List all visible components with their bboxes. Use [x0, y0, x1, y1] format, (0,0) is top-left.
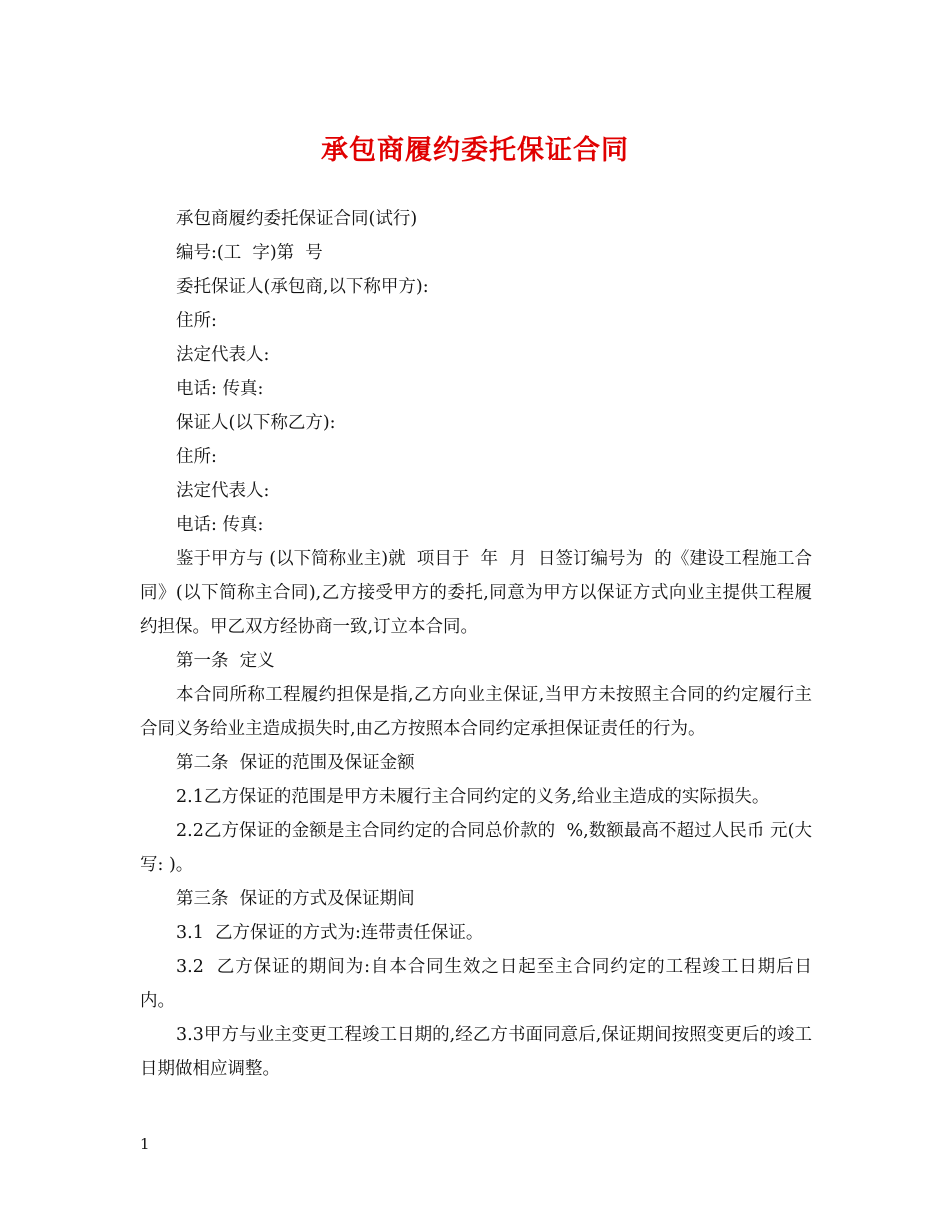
- paragraph: 本合同所称工程履约担保是指,乙方向业主保证,当甲方未按照主合同的约定履行主合同义务给业主造成损失时,由乙方按照本合同约定承担保证责任的行为。: [140, 685, 812, 739]
- document-body: [140, 202, 812, 1086]
- section-heading: 第三条 保证的方式及保证期间: [176, 889, 415, 909]
- paragraph: 保证人(以下称乙方):: [176, 413, 336, 433]
- paragraph: 2.1乙方保证的范围是甲方未履行主合同约定的义务,给业主造成的实际损失。: [176, 787, 770, 807]
- document-title: 承包商履约委托保证合同: [321, 135, 629, 166]
- section-heading: 第二条 保证的范围及保证金额: [176, 753, 415, 773]
- paragraph: 承包商履约委托保证合同(试行): [176, 209, 418, 229]
- paragraph: 法定代表人:: [176, 345, 270, 365]
- paragraph: 住所:: [176, 447, 217, 467]
- paragraph: 委托保证人(承包商,以下称甲方):: [176, 277, 429, 297]
- paragraph: 电话: 传真:: [176, 379, 264, 399]
- paragraph: 鉴于甲方与 (以下简称业主)就 项目于 年 月 日签订编号为 的《建设工程施工合同》(以下简称主合同),乙方接受甲方的委托,同意为甲方以保证方式向业主提供工程履约担保。甲乙双方经协商一致,订立本合同。: [140, 549, 812, 637]
- paragraph: 3.1 乙方保证的方式为:连带责任保证。: [176, 923, 484, 943]
- paragraph: 2.2乙方保证的金额是主合同约定的合同总价款的 %,数额最高不超过人民币 元(大写: )。: [140, 821, 812, 875]
- page-number: 1: [140, 1135, 150, 1153]
- paragraph: 编号:(工 字)第 号: [176, 243, 323, 263]
- paragraph: 住所:: [176, 311, 217, 331]
- paragraph: 3.2 乙方保证的期间为:自本合同生效之日起至主合同约定的工程竣工日期后日内。: [140, 957, 812, 1011]
- paragraph: 法定代表人:: [176, 481, 270, 501]
- paragraph: 3.3甲方与业主变更工程竣工日期的,经乙方书面同意后,保证期间按照变更后的竣工日期做相应调整。: [140, 1025, 812, 1079]
- paragraph: 电话: 传真:: [176, 515, 264, 535]
- section-heading: 第一条 定义: [176, 651, 275, 671]
